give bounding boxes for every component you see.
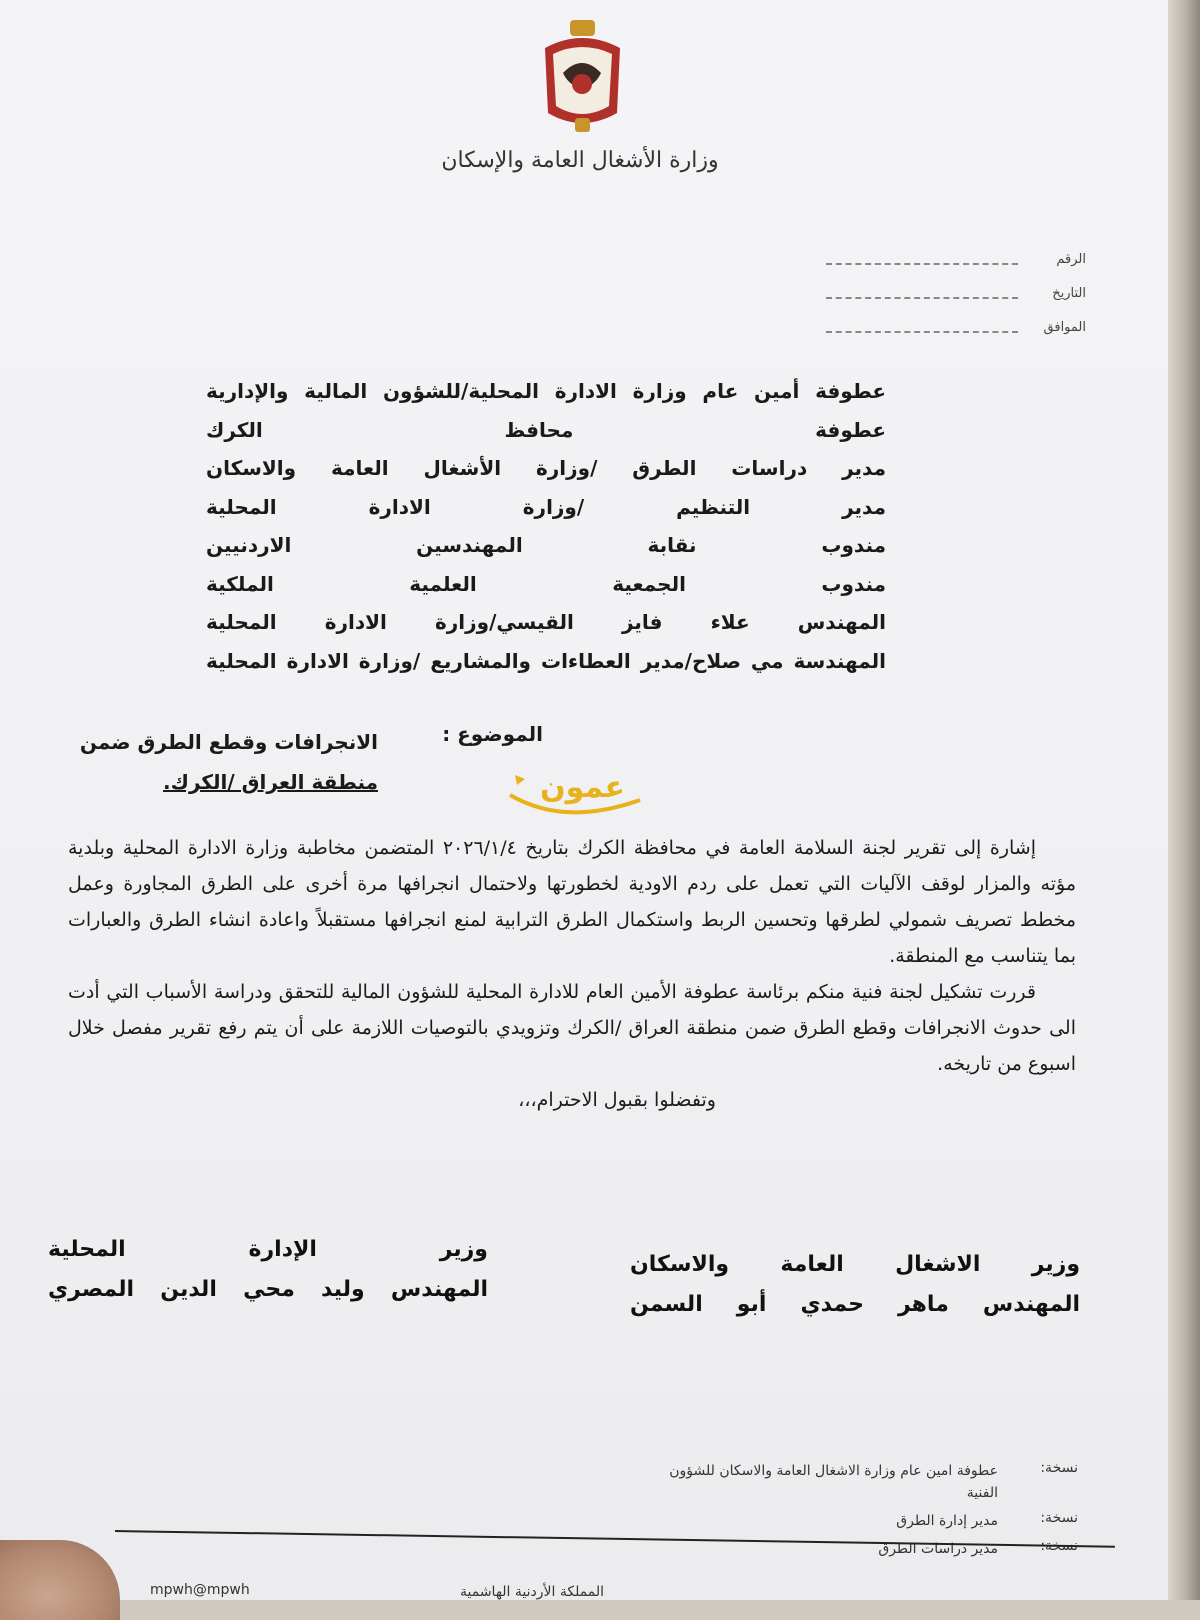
footer-kingdom-name: المملكة الأردنية الهاشمية (460, 1584, 605, 1600)
subject-label: الموضوع : (442, 722, 543, 746)
body-paragraph-1: إشارة إلى تقرير لجنة السلامة العامة في محافظة الكرك بتاريخ ٢٠٢٦/١/٤ المتضمن مخاطبة وزارة الادارة المحلية وبلدية مؤته والمزار لوقف الآليات التي تعمل على ردم الاودية لخطورتها ولاحتمال انجرافها مرة أخرى على الطرق المجاورة وعمل مخطط تصريف شمولي لطرقها وتحسين الربط واستكمال الطرق الترابية لمنع انجرافها مستقبلاً واعادة انشاء الطرق والعبارات بما يتناسب مع المنطقة. (68, 837, 1076, 967)
signatory-title: وزير الإدارة المحلية (48, 1237, 488, 1262)
signature-block-public-works (630, 1245, 1080, 1325)
ministry-name: وزارة الأشغال العامة والإسكان (441, 148, 719, 173)
corresponding-date-row (826, 320, 1086, 335)
closing-line: وتفضلوا بقبول الاحترام،،، (518, 1089, 716, 1111)
corresponding-date-blank (826, 323, 1018, 333)
subject-line-1: الانجرافات وقطع الطرق ضمن (79, 730, 378, 754)
copy-label: نسخة: (1040, 1460, 1078, 1476)
addressee-line: المهندسة مي صلاح/مدير العطاءات والمشاريع /وزارة الادارة المحلية (206, 648, 886, 673)
subject-line-2: منطقة العراق /الكرك. (163, 770, 378, 794)
reference-number-row (826, 252, 1086, 267)
addressee-line: مدير دراسات الطرق /وزارة الأشغال العامة والاسكان (206, 456, 886, 480)
signatory-name: المهندس ماهر حمدي أبو السمن (630, 1292, 1080, 1317)
date-label: التاريخ (1052, 286, 1086, 301)
body-paragraph-2: قررت تشكيل لجنة فنية منكم برئاسة عطوفة الأمين العام للادارة المحلية للشؤون المالية للتحقق ودراسة الأسباب التي أدت الى حدوث الانجرافات وقطع الطرق ضمن منطقة العراق /الكرك وتزويدي بالتوصيات اللازمة على أن يتم رفع تقرير مفصل خلال اسبوع من تاريخه. (68, 981, 1076, 1075)
copy-label: نسخة: (1040, 1510, 1078, 1526)
addressee-line: مندوب نقابة المهندسين الاردنيين (206, 533, 886, 557)
copy-row (648, 1510, 1078, 1532)
copy-label: نسخة: (1040, 1538, 1078, 1554)
addressee-line: مدير التنظيم /وزارة الادارة المحلية (206, 494, 886, 519)
signature-block-local-administration (48, 1230, 488, 1310)
corresponding-date-label: الموافق (1043, 320, 1086, 335)
letter-body (68, 830, 1076, 1118)
date-row (826, 286, 1086, 301)
copy-recipient: مدير دراسات الطرق (878, 1541, 998, 1557)
copy-recipient: مدير إدارة الطرق (896, 1513, 998, 1529)
footer-email: mpwh@mpwh (150, 1582, 250, 1598)
copy-row (648, 1460, 1078, 1504)
date-blank (826, 289, 1018, 299)
signatory-name: المهندس وليد محي الدين المصري (48, 1277, 488, 1302)
jordan-coat-of-arms-logo (535, 18, 630, 138)
addressee-line: عطوفة محافظ الكرك (206, 417, 886, 442)
addressee-line: المهندس علاء فايز القيسي/وزارة الادارة المحلية (206, 610, 886, 634)
addressee-line: عطوفة أمين عام وزارة الادارة المحلية/للشؤون المالية والإدارية (206, 379, 886, 403)
subject-text (58, 722, 378, 802)
addressee-list (206, 372, 886, 680)
reference-number-label: الرقم (1056, 252, 1086, 267)
signatory-title: وزير الاشغال العامة والاسكان (630, 1252, 1080, 1277)
ammon-watermark-text: عمون (540, 770, 626, 805)
addressee-line: مندوب الجمعية العلمية الملكية (206, 571, 886, 596)
copy-recipient: عطوفة امين عام وزارة الاشغال العامة والاسكان للشؤون الفنية (669, 1463, 998, 1501)
reference-number-blank (826, 255, 1018, 265)
